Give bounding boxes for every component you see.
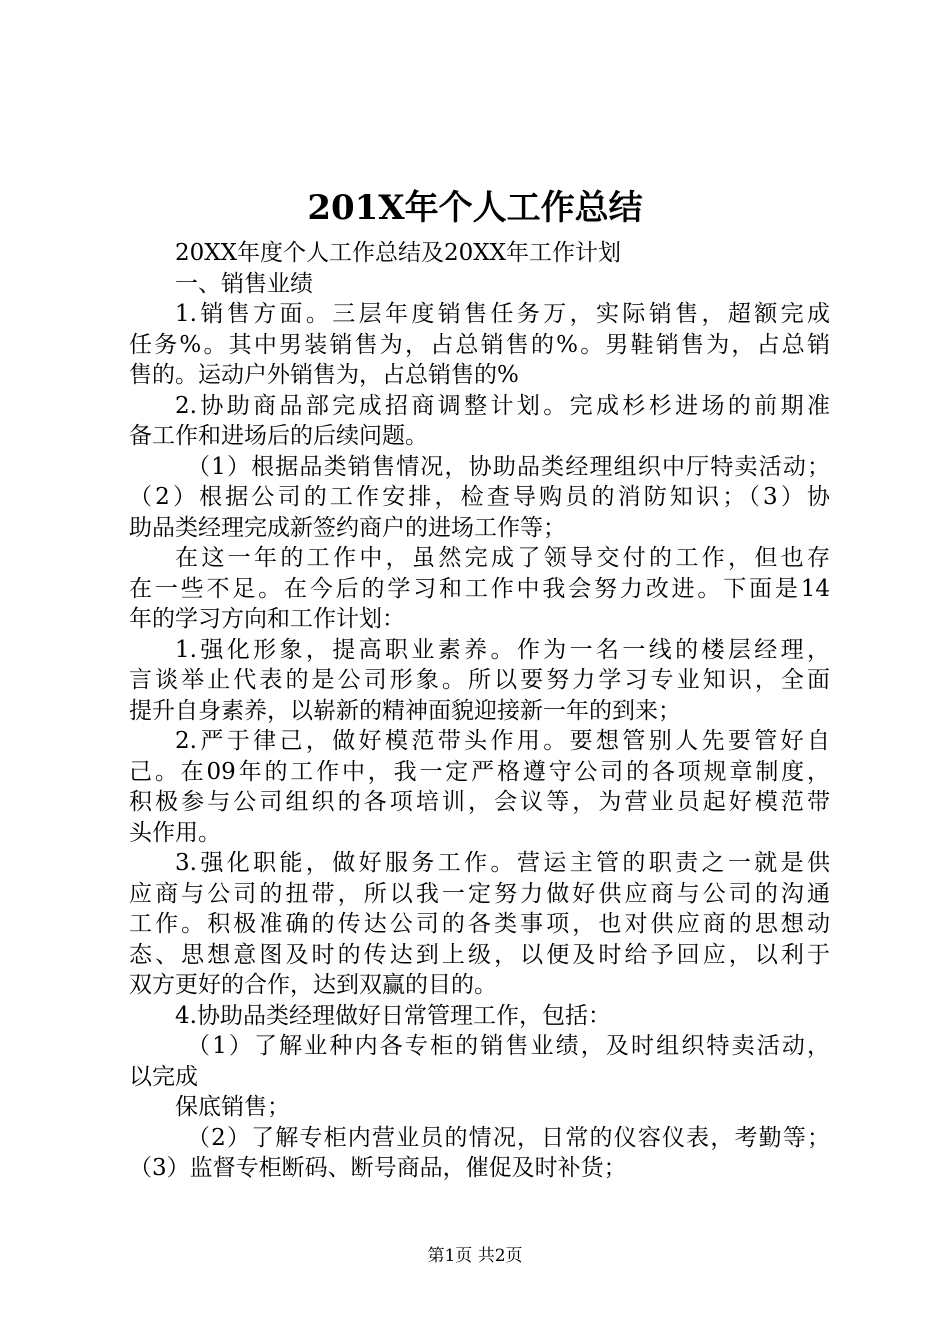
document-line: 一、销售业绩 — [175, 270, 313, 297]
document-line: 3.强化职能，做好服务工作。营运主管的职责之一就是供 — [175, 850, 830, 876]
document-line: 2.协助商品部完成招商调整计划。完成杉杉进场的前期准 — [175, 392, 830, 419]
document-line: 以完成 — [129, 1063, 198, 1090]
document-line: （1）了解业种内各专柜的销售业绩，及时组织特卖活动， — [187, 1033, 830, 1059]
document-line: （1）根据品类销售情况，协助品类经理组织中厅特卖活动； — [187, 453, 830, 480]
document-line: 双方更好的合作，达到双赢的目的。 — [129, 972, 497, 998]
document-line: 助品类经理完成新签约商户的进场工作等； — [129, 514, 566, 541]
document-line: 20XX年度个人工作总结及20XX年工作计划 — [175, 240, 622, 266]
document-line: 提升自身素养，以崭新的精神面貌迎接新一年的到来； — [129, 697, 681, 724]
document-line: 在一些不足。在今后的学习和工作中我会努力改进。下面是14 — [129, 575, 830, 602]
document-line: 应商与公司的扭带，所以我一定努力做好供应商与公司的沟通 — [129, 880, 830, 907]
document-line: 1.强化形象，提高职业素养。作为一名一线的楼层经理， — [175, 636, 830, 663]
document-line: （2）根据公司的工作安排，检查导购员的消防知识；（3）协 — [129, 484, 830, 510]
document-line: 2.严于律己，做好模范带头作用。要想管别人先要管好自 — [175, 728, 830, 754]
document-line: 头作用。 — [129, 819, 221, 846]
document-line: 在这一年的工作中，虽然完成了领导交付的工作，但也存 — [175, 545, 830, 571]
document-line: 备工作和进场后的后续问题。 — [129, 423, 428, 449]
document-line: 言谈举止代表的是公司形象。所以要努力学习专业知识，全面 — [129, 667, 830, 693]
page-footer: 第1页 共2页 — [427, 1246, 523, 1266]
document-body — [129, 238, 830, 1184]
document-line: 态、思想意图及时的传达到上级，以便及时给予回应，以利于 — [129, 941, 830, 968]
document-title: 201X年个人工作总结 — [307, 188, 643, 228]
document-line: 工作。积极准确的传达公司的各类事项，也对供应商的思想动 — [129, 911, 830, 937]
document-line: 积极参与公司组织的各项培训，会议等，为营业员起好模范带 — [129, 789, 830, 815]
document-line: 4.协助品类经理做好日常管理工作，包括： — [175, 1002, 611, 1029]
document-line: 保底销售； — [175, 1094, 290, 1120]
document-line: （3）监督专柜断码、断号商品，催促及时补货； — [129, 1155, 627, 1181]
document-line: 己。在09年的工作中，我一定严格遵守公司的各项规章制度， — [129, 758, 830, 785]
document-line: 售的。运动户外销售为，占总销售的% — [129, 362, 519, 388]
document-line: （2）了解专柜内营业员的情况，日常的仪容仪表，考勤等； — [187, 1124, 830, 1151]
document-line: 任务%。其中男装销售为，占总销售的%。男鞋销售为，占总销 — [129, 331, 830, 358]
document-line: 年的学习方向和工作计划： — [129, 606, 405, 632]
document-line: 1.销售方面。三层年度销售任务万，实际销售，超额完成 — [175, 301, 830, 327]
